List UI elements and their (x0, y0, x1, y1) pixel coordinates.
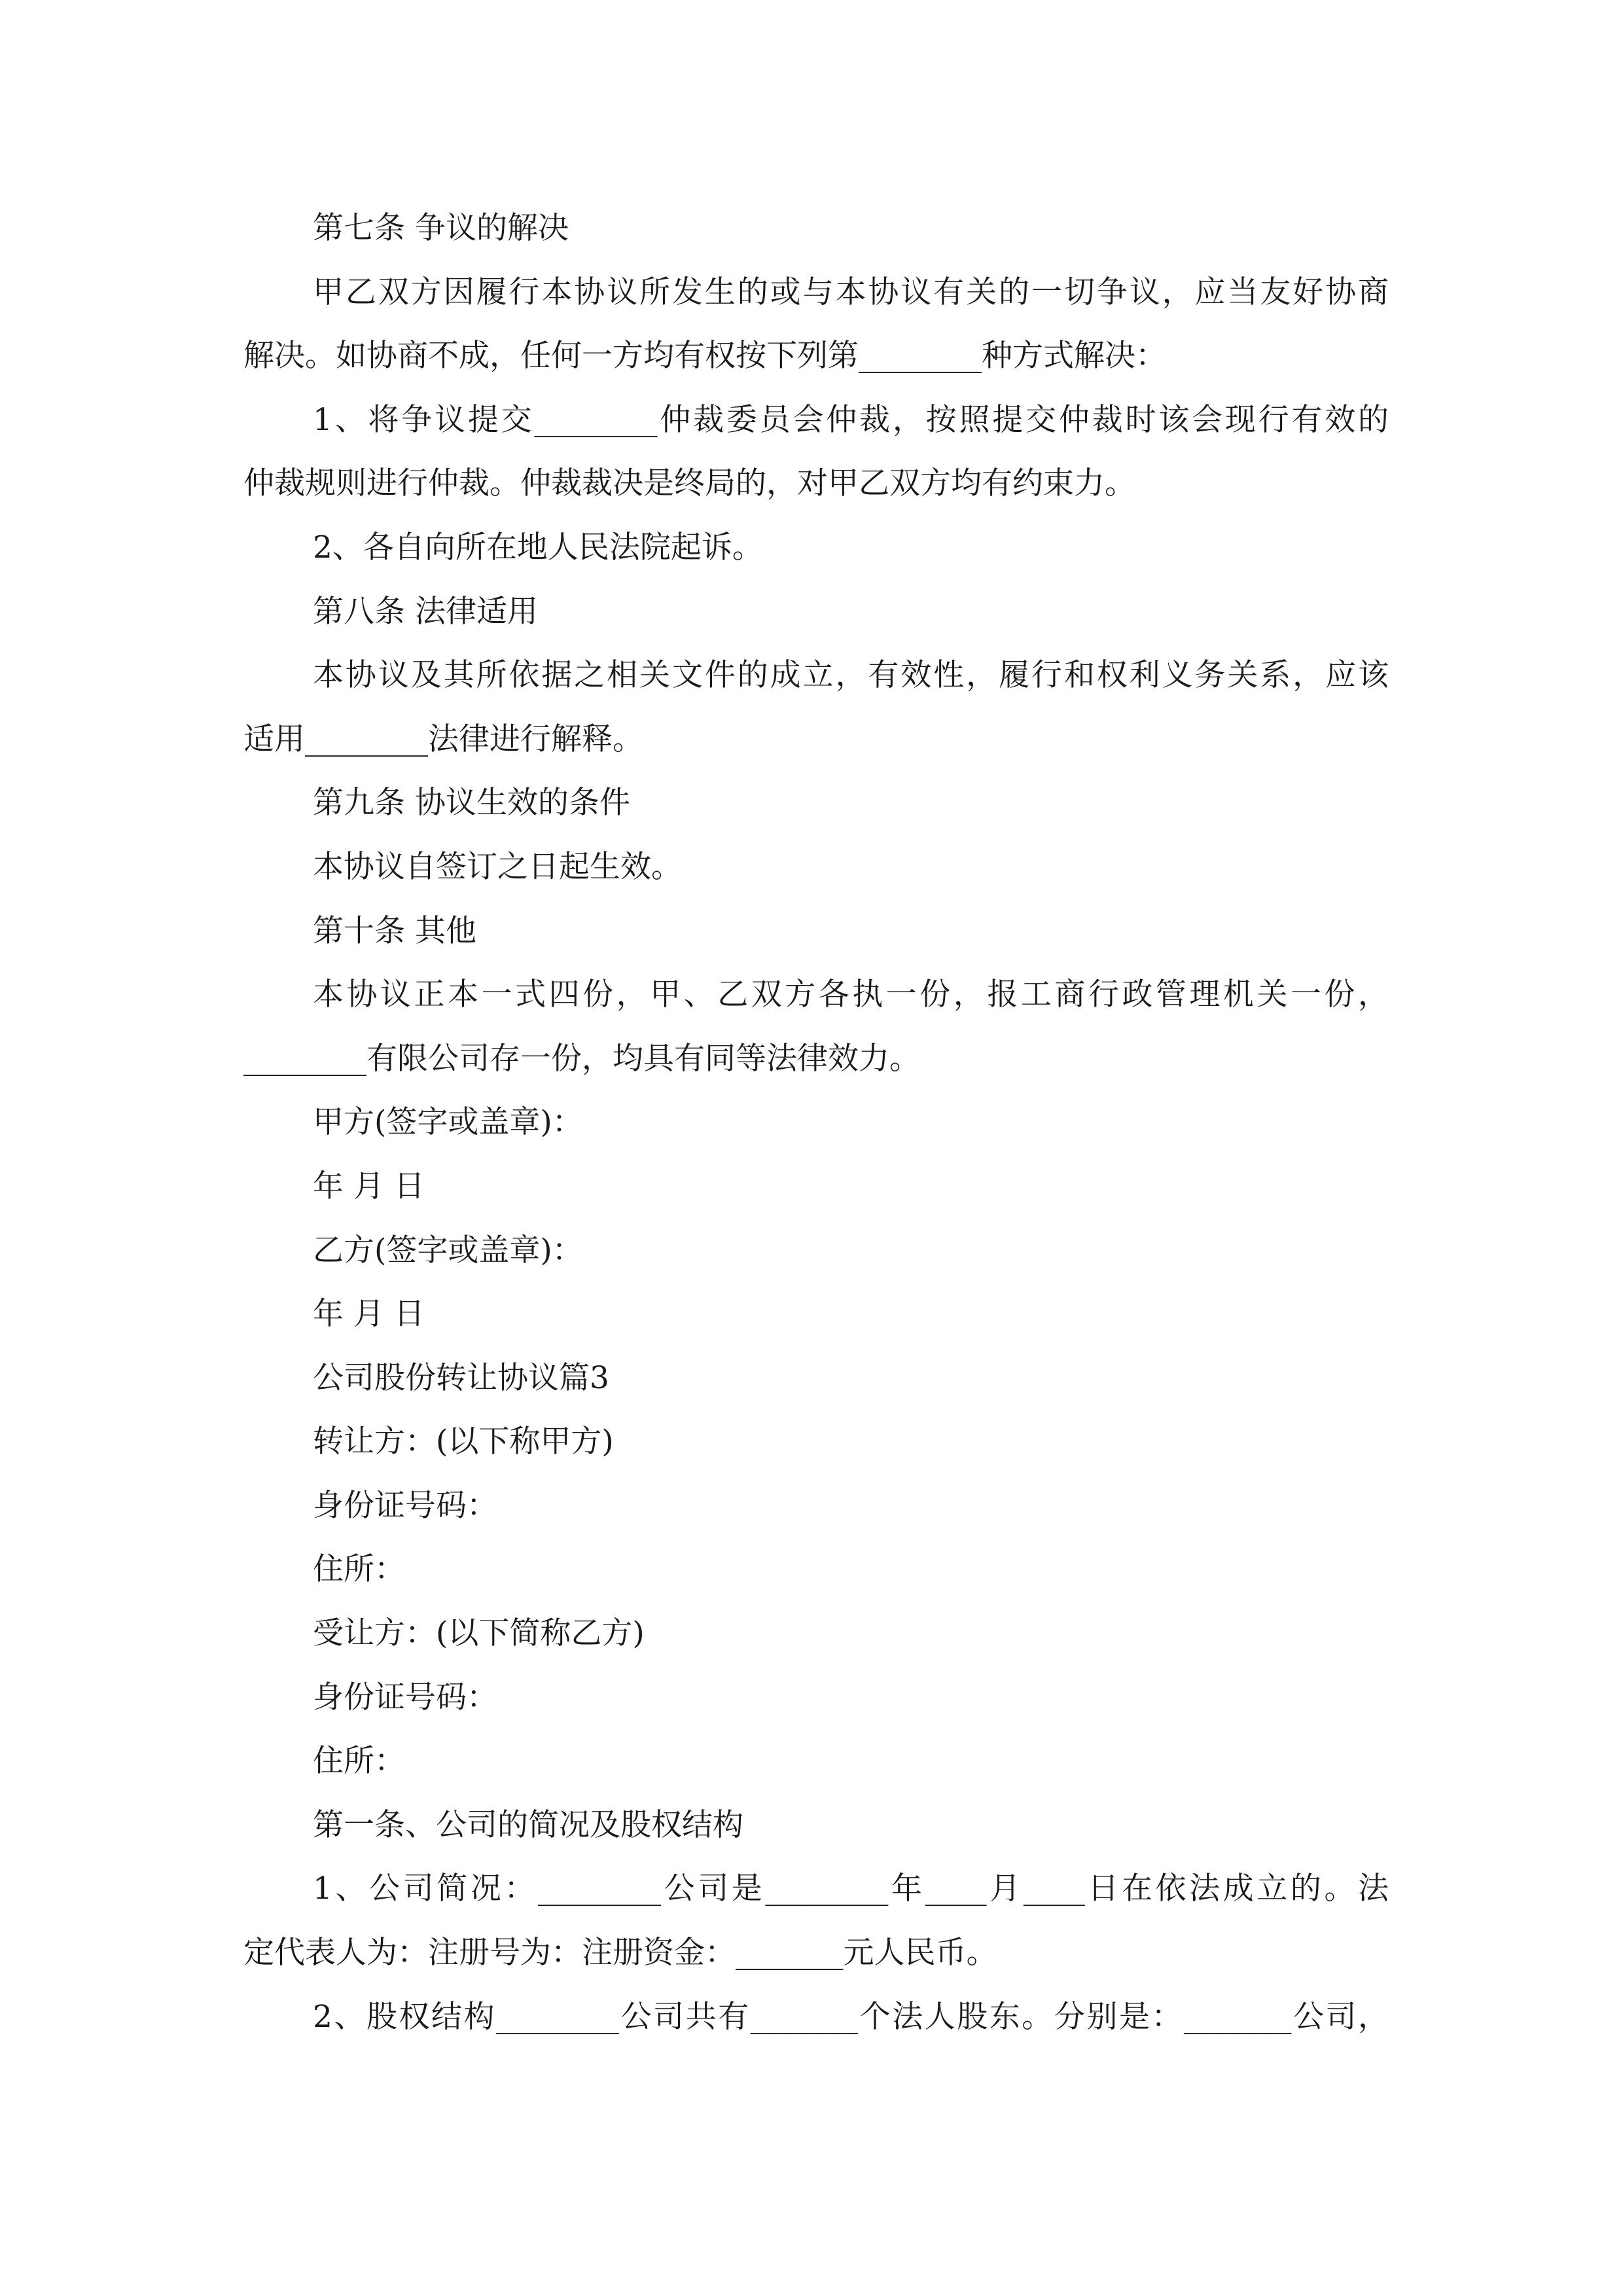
paragraph-line: 1、公司简况：________公司是________年____月____日在依法成立的。法 (313, 1871, 1389, 1907)
date-placeholder: 年 月 日 (313, 1296, 425, 1333)
address-label: 住所： (313, 1743, 405, 1780)
paragraph-line: 甲乙双方因履行本协议所发生的或与本协议有关的一切争议，应当友好协商 (313, 274, 1389, 310)
paragraph-line: 本协议及其所依据之相关文件的成立，有效性，履行和权利义务关系，应该 (313, 657, 1389, 694)
transferor-label: 转让方：(以下称甲方) (313, 1424, 614, 1460)
paragraph-line: 定代表人为：注册号为：注册资金：_______元人民币。 (243, 1935, 997, 1971)
paragraph-line: 适用________法律进行解释。 (243, 721, 643, 757)
paragraph-line: 2、各自向所在地人民法院起诉。 (313, 529, 763, 565)
id-number-label: 身份证号码： (313, 1679, 497, 1715)
article-10-heading: 第十条 其他 (313, 912, 476, 949)
article-7-heading: 第七条 争议的解决 (313, 210, 569, 246)
paragraph-line: 本协议正本一式四份，甲、乙双方各执一份，报工商行政管理机关一份， (313, 977, 1389, 1013)
paragraph-line: 解决。如协商不成，任何一方均有权按下列第________种方式解决： (243, 338, 1166, 374)
article-1-heading: 第一条、公司的简况及股权结构 (313, 1806, 743, 1843)
party-a-signature-label: 甲方(签字或盖章)： (313, 1104, 583, 1141)
paragraph-line: 本协议自签订之日起生效。 (313, 848, 682, 885)
party-b-signature-label: 乙方(签字或盖章)： (313, 1232, 583, 1268)
paragraph-line: 2、股权结构________公司共有_______个法人股东。分别是：_______公司， (313, 1998, 1389, 2035)
paragraph-line: ________有限公司存一份，均具有同等法律效力。 (243, 1040, 920, 1077)
date-placeholder: 年 月 日 (313, 1168, 425, 1204)
document-body (243, 196, 1389, 2049)
paragraph-line: 仲裁规则进行仲裁。仲裁裁决是终局的，对甲乙双方均有约束力。 (243, 465, 1135, 502)
section-title: 公司股份转让协议篇3 (313, 1359, 609, 1396)
article-8-heading: 第八条 法律适用 (313, 593, 538, 630)
id-number-label: 身份证号码： (313, 1487, 497, 1524)
article-9-heading: 第九条 协议生效的条件 (313, 785, 630, 821)
paragraph-line: 1、将争议提交________仲裁委员会仲裁，按照提交仲裁时该会现行有效的 (313, 401, 1389, 438)
address-label: 住所： (313, 1551, 405, 1588)
transferee-label: 受让方：(以下简称乙方) (313, 1615, 645, 1652)
